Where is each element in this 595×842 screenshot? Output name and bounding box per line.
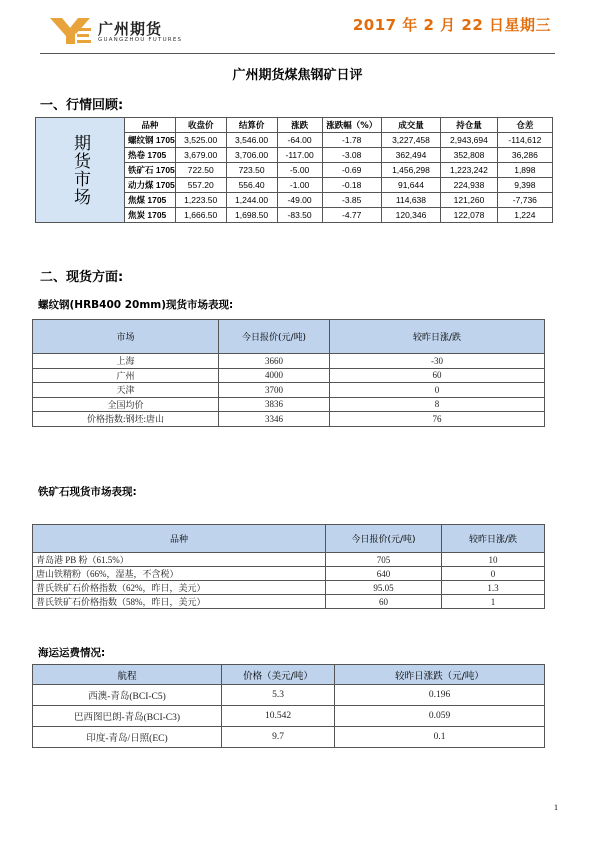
cell: 3,706.00 (226, 148, 277, 163)
col-header: 结算价 (226, 118, 277, 133)
table-header-row (33, 525, 545, 553)
cell: 3,679.00 (175, 148, 226, 163)
table-header-row (36, 118, 553, 133)
iron-ore-spot-title: 铁矿石现货市场表现: (38, 486, 137, 498)
table-row (33, 581, 545, 595)
cell: 1.3 (442, 581, 545, 595)
cell: -83.50 (277, 208, 322, 223)
col-header: 较昨日涨跌（元/吨） (335, 665, 545, 685)
cell: 76 (330, 412, 545, 427)
cell: 3,546.00 (226, 133, 277, 148)
section-title-spot: 二、现货方面: (40, 270, 124, 285)
cell: 114,638 (381, 193, 440, 208)
col-header: 收盘价 (175, 118, 226, 133)
cell: 557.20 (175, 178, 226, 193)
cell: 0 (330, 383, 545, 398)
cell: 动力煤 1705 (125, 178, 176, 193)
cell: 362,494 (381, 148, 440, 163)
freight-table (32, 664, 545, 748)
futures-market-side-label: 期货市场 (36, 118, 125, 223)
cell: 556.40 (226, 178, 277, 193)
table-row (33, 412, 545, 427)
cell: 上海 (33, 354, 219, 369)
cell: 价格指数:钢坯:唐山 (33, 412, 219, 427)
cell: 焦炭 1705 (125, 208, 176, 223)
table-row (33, 595, 545, 609)
cell: 3660 (219, 354, 330, 369)
cell: -49.00 (277, 193, 322, 208)
company-logo (48, 16, 198, 50)
cell: 1,224 (497, 208, 552, 223)
col-header: 较昨日涨/跌 (442, 525, 545, 553)
table-row (33, 354, 545, 369)
table-header-row (33, 665, 545, 685)
cell: 1,898 (497, 163, 552, 178)
cell: -30 (330, 354, 545, 369)
table-header-row (33, 320, 545, 354)
table-row (33, 567, 545, 581)
section-title-market-review: 一、行情回顾: (40, 98, 124, 113)
cell: 122,078 (441, 208, 498, 223)
col-header: 持仓量 (441, 118, 498, 133)
cell: 焦煤 1705 (125, 193, 176, 208)
cell: 36,286 (497, 148, 552, 163)
cell: 10 (442, 553, 545, 567)
table-row (33, 383, 545, 398)
cell: 1,223,242 (441, 163, 498, 178)
rebar-spot-title: 螺纹钢(HRB400 20mm)现货市场表现: (38, 299, 234, 311)
cell: 10.542 (222, 706, 335, 727)
cell: 3,525.00 (175, 133, 226, 148)
page-number: 1 (554, 803, 558, 812)
freight-title: 海运运费情况: (38, 647, 106, 659)
cell: 224,938 (441, 178, 498, 193)
col-header: 价格（美元/吨） (222, 665, 335, 685)
cell: 广州 (33, 368, 219, 383)
cell: 8 (330, 397, 545, 412)
cell: -117.00 (277, 148, 322, 163)
cell: -3.85 (322, 193, 381, 208)
document-title: 广州期货煤焦钢矿日评 (232, 68, 363, 83)
cell: 普氏铁矿石价格指数（58%，昨日，美元） (33, 595, 326, 609)
rebar-spot-table (32, 319, 545, 427)
cell: 121,260 (441, 193, 498, 208)
cell: 3836 (219, 397, 330, 412)
cell: -7,736 (497, 193, 552, 208)
table-row (33, 685, 545, 706)
cell: -1.78 (322, 133, 381, 148)
cell: 唐山铁精粉（66%，湿基，不含税） (33, 567, 326, 581)
col-header: 今日报价(元/吨) (326, 525, 442, 553)
futures-table (35, 117, 553, 223)
col-header: 今日报价(元/吨) (219, 320, 330, 354)
cell: 西澳-青岛(BCI-C5) (33, 685, 222, 706)
cell: 热卷 1705 (125, 148, 176, 163)
col-header: 仓差 (497, 118, 552, 133)
cell: 723.50 (226, 163, 277, 178)
cell: -3.08 (322, 148, 381, 163)
cell: 722.50 (175, 163, 226, 178)
cell: 5.3 (222, 685, 335, 706)
table-row (33, 727, 545, 748)
cell: 1,223.50 (175, 193, 226, 208)
cell: 60 (330, 368, 545, 383)
cell: 印度-青岛/日照(EC) (33, 727, 222, 748)
cell: 2,943,694 (441, 133, 498, 148)
col-header: 品种 (33, 525, 326, 553)
cell: -114,612 (497, 133, 552, 148)
cell: 普氏铁矿石价格指数（62%，昨日，美元） (33, 581, 326, 595)
cell: -1.00 (277, 178, 322, 193)
cell: -4.77 (322, 208, 381, 223)
table-row (33, 397, 545, 412)
cell: 9.7 (222, 727, 335, 748)
cell: 95.05 (326, 581, 442, 595)
cell: 1,698.50 (226, 208, 277, 223)
cell: -64.00 (277, 133, 322, 148)
cell: 705 (326, 553, 442, 567)
cell: 巴西图巴朗-青岛(BCI-C3) (33, 706, 222, 727)
col-header: 市场 (33, 320, 219, 354)
cell: 91,644 (381, 178, 440, 193)
col-header: 成交量 (381, 118, 440, 133)
cell: 1 (442, 595, 545, 609)
cell: 1,244.00 (226, 193, 277, 208)
cell: 3,227,458 (381, 133, 440, 148)
table-row (33, 553, 545, 567)
cell: 0.1 (335, 727, 545, 748)
cell: 9,398 (497, 178, 552, 193)
cell: 352,808 (441, 148, 498, 163)
col-header: 较昨日涨/跌 (330, 320, 545, 354)
cell: 青岛港 PB 粉（61.5%） (33, 553, 326, 567)
cell: 640 (326, 567, 442, 581)
col-header: 涨跌 (277, 118, 322, 133)
cell: 全国均价 (33, 397, 219, 412)
cell: 天津 (33, 383, 219, 398)
cell: 4000 (219, 368, 330, 383)
iron-ore-spot-table (32, 524, 545, 609)
cell: 120,346 (381, 208, 440, 223)
cell: 3346 (219, 412, 330, 427)
cell: 0.059 (335, 706, 545, 727)
col-header: 品种 (125, 118, 176, 133)
cell: 3700 (219, 383, 330, 398)
table-row (33, 368, 545, 383)
cell: 0 (442, 567, 545, 581)
col-header: 涨跌幅（%） (322, 118, 381, 133)
cell: 1,666.50 (175, 208, 226, 223)
header-divider (40, 53, 555, 54)
logo-mark-icon (48, 16, 92, 46)
cell: 60 (326, 595, 442, 609)
cell: -0.18 (322, 178, 381, 193)
cell: 0.196 (335, 685, 545, 706)
cell: -0.69 (322, 163, 381, 178)
cell: -5.00 (277, 163, 322, 178)
cell: 铁矿石 1705 (125, 163, 176, 178)
report-date: 2017 年 2 月 22 日星期三 (352, 16, 551, 34)
logo-name: 广州期货 (98, 20, 163, 38)
cell: 螺纹钢 1705 (125, 133, 176, 148)
col-header: 航程 (33, 665, 222, 685)
cell: 1,456,298 (381, 163, 440, 178)
logo-subtitle: GUANGZHOU FUTURES (98, 37, 183, 43)
table-row (33, 706, 545, 727)
